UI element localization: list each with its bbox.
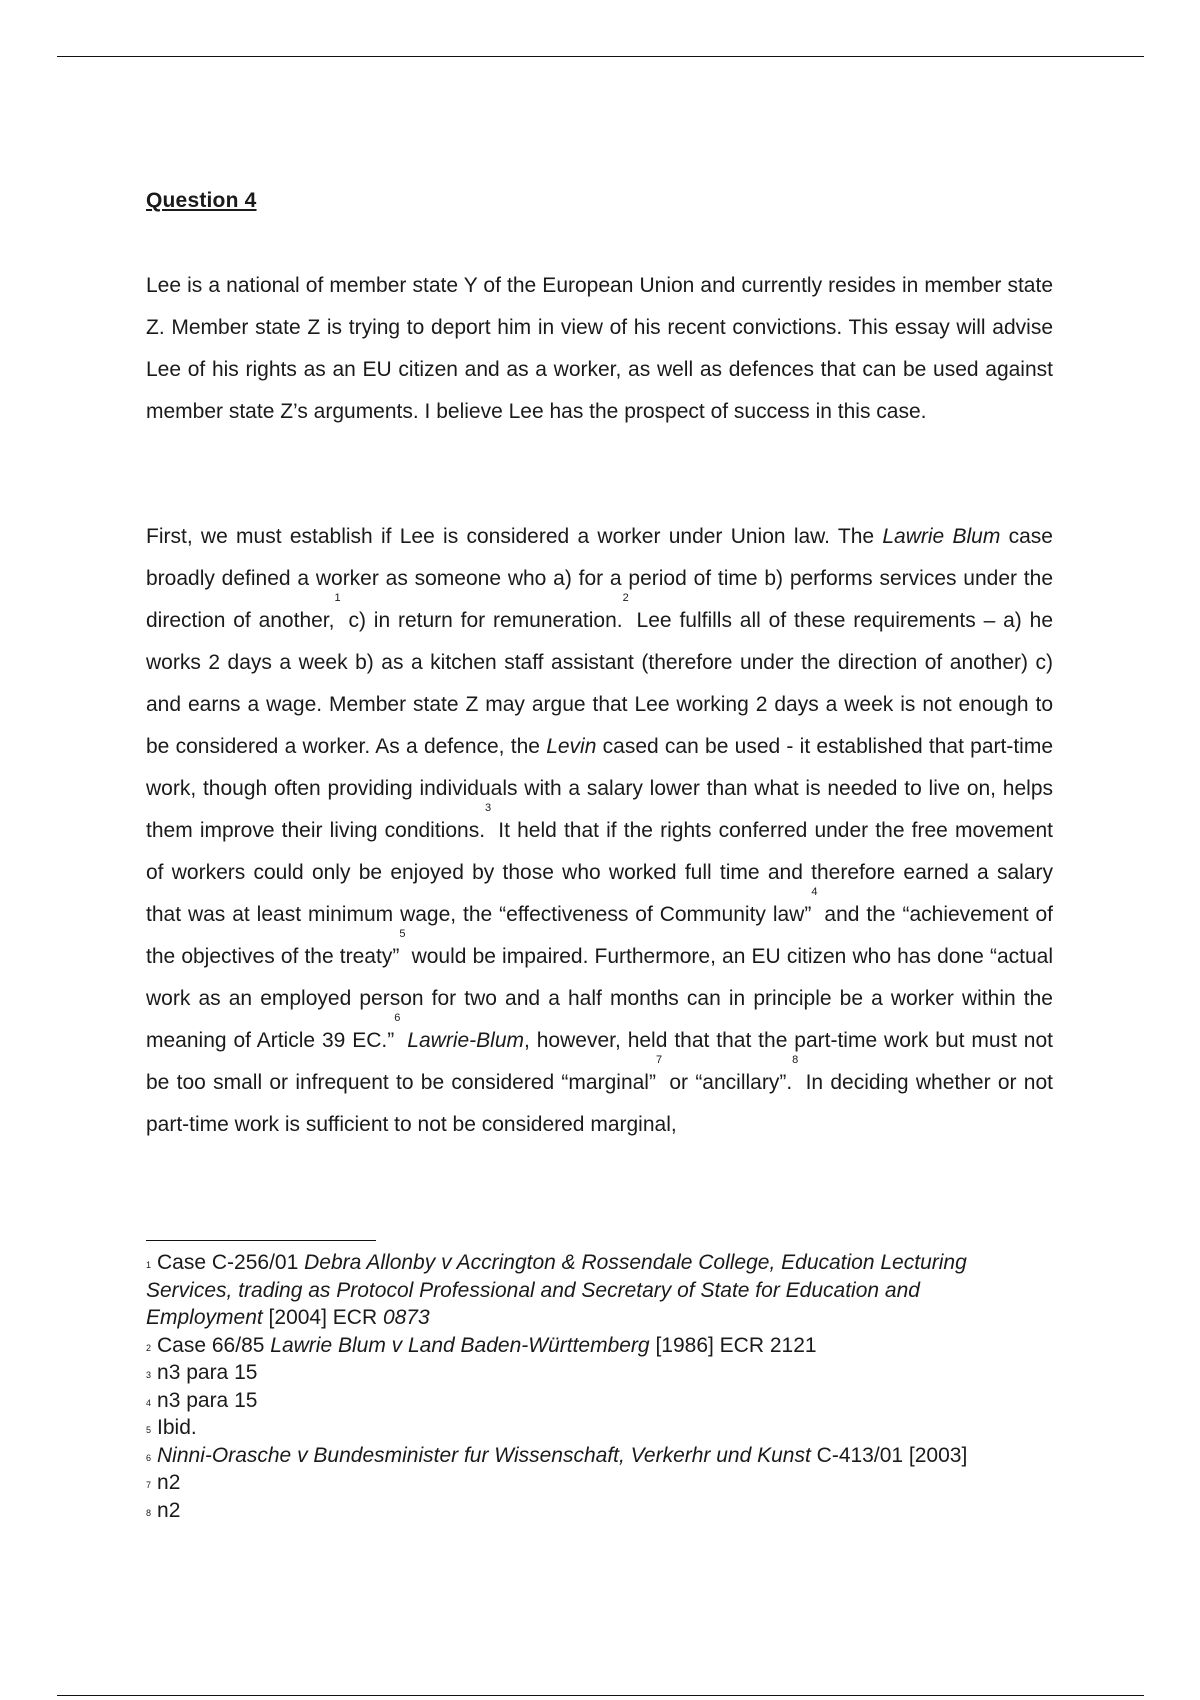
footnote-5: [146, 1414, 1026, 1442]
footnote-2: [146, 1332, 1026, 1360]
text-run: n3 para 15: [157, 1361, 258, 1384]
footnote-4: [146, 1387, 1026, 1415]
text-run: In deciding whether or not part-time work is sufficient to not be considered marginal,: [146, 1071, 1053, 1136]
text-run: c) in return for remuneration.: [340, 609, 623, 632]
case-name: Lawrie Blum: [882, 525, 1001, 548]
paragraph-intro: Lee is a national of member state Y of the European Union and currently resides in member state Z. Member state Z is trying to deport him in view of his recent convictions. This essay will advise Lee of his rights as an EU citizen and as a worker, as well as defences that can be used against member state Z’s arguments. I believe Lee has the prospect of success in this case.: [146, 274, 1053, 423]
case-name: Lawrie Blum v Land Baden-Württemberg: [270, 1333, 650, 1357]
header-rule: [57, 56, 1144, 57]
text-run: [2004] ECR: [262, 1306, 383, 1329]
text-run: n2: [157, 1471, 181, 1494]
text-run: n3 para 15: [157, 1388, 258, 1412]
footer-rule: [57, 1695, 1144, 1696]
footnote-ref[interactable]: 5: [399, 928, 406, 940]
paragraph-worker-definition: [146, 516, 1053, 1146]
text-run: and the “achievement of the objectives of the treaty”: [146, 903, 1053, 968]
text-run: C-413/01 [2003]: [810, 1443, 968, 1467]
text-run: First, we must establish if Lee is considered a worker under Union law. The: [146, 525, 883, 548]
footnote-3: [146, 1359, 1026, 1387]
text-run: 0873: [382, 1306, 430, 1329]
footnote-mark: 7: [146, 1480, 152, 1490]
text-run: Case 66/85: [157, 1333, 271, 1357]
footnote-8: [146, 1497, 1026, 1525]
text-run: [1986] ECR 2121: [649, 1333, 817, 1357]
text-run: cased can be used - it established that part-time work, though often providing individuals with a salary lower than what is needed to live on, helps them improve their living conditions.: [146, 735, 1054, 842]
text-run: n2: [157, 1498, 181, 1522]
footnote-7: [146, 1469, 1026, 1497]
text-run: would be impaired. Furthermore, an EU citizen who has done “actual work as an employed person for two and a half months can in principle be a worker within the meaning of Article 39 EC.”: [146, 945, 1053, 1052]
footnote-6: [146, 1442, 1026, 1470]
text-run: or “ancillary”.: [662, 1071, 793, 1094]
footnote-ref[interactable]: 7: [655, 1054, 663, 1066]
text-run: case broadly defined a worker as someone who a) for a period of time b) performs services under the direction of another,: [146, 525, 1053, 632]
footnotes: [146, 1249, 1026, 1524]
footnote-ref[interactable]: 6: [394, 1012, 401, 1024]
footnote-ref[interactable]: 3: [485, 802, 492, 814]
footnote-mark: 2: [146, 1342, 152, 1353]
case-name: Levin: [546, 735, 597, 758]
question-heading: Question 4: [146, 189, 257, 212]
footnote-ref[interactable]: 8: [792, 1054, 799, 1066]
footnote-ref[interactable]: 1: [334, 592, 341, 604]
text-run: , however, held that that the part-time work but must not be too small or infrequent to be considered “marginal”: [146, 1029, 1054, 1094]
footnote-1: [146, 1249, 1026, 1332]
footnote-ref[interactable]: 2: [622, 592, 629, 604]
text-run: Case C-256/01: [157, 1251, 305, 1274]
footnote-mark: 1: [146, 1260, 152, 1270]
footnote-mark: 6: [146, 1452, 152, 1463]
footnote-mark: 5: [146, 1425, 152, 1435]
footnote-separator: [146, 1240, 376, 1241]
footnote-mark: 8: [146, 1507, 152, 1518]
case-name: Lawrie-Blum: [407, 1029, 524, 1052]
footnote-mark: 3: [146, 1370, 152, 1380]
case-name: Ninni-Orasche v Bundesminister fur Wissenschaft, Verkerhr und Kunst: [157, 1443, 811, 1467]
text-run: Lee fulfills all of these requirements – a) he works 2 days a week b) as a kitchen staff assistant (therefore under the direction of another) c) and earns a wage. Member state Z may argue that Lee working 2 days a week is not enough to be considered a worker. As a defence, the: [146, 609, 1053, 758]
footnote-ref[interactable]: 4: [811, 886, 818, 898]
text-run: Ibid.: [157, 1416, 197, 1439]
text-run: It held that if the rights conferred under the free movement of workers could only be enjoyed by those who worked full time and therefore earned a salary that was at least minimum wage, the “effectiveness of Community law”: [146, 819, 1053, 926]
footnote-mark: 4: [146, 1397, 152, 1408]
case-name: Debra Allonby v Accrington & Rossendale College, Education Lecturing Services, trading as Protocol Professional and Secretary of State for Education and Employment: [146, 1251, 967, 1329]
